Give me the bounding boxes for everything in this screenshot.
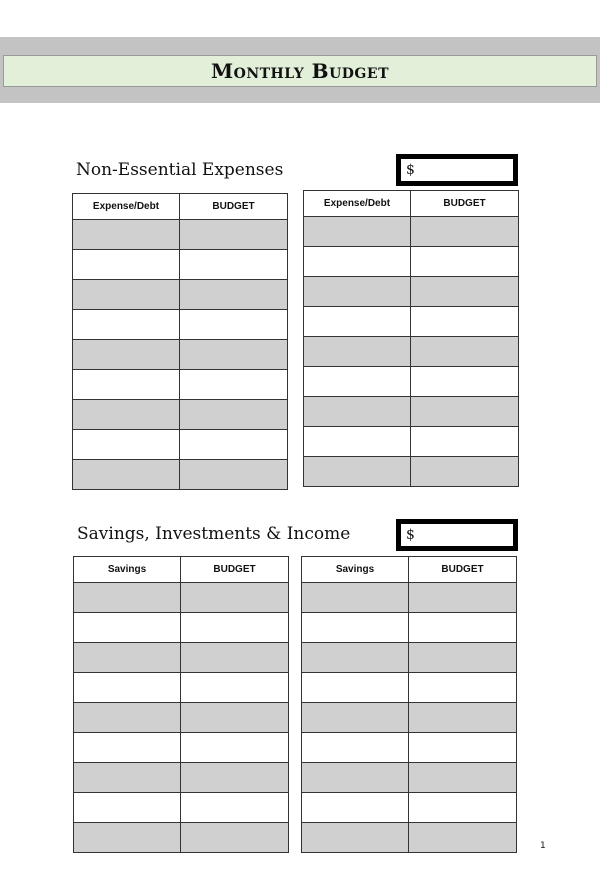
budget-cell[interactable] (409, 823, 517, 853)
table-row (73, 250, 288, 280)
budget-cell[interactable] (180, 400, 288, 430)
budget-cell[interactable] (411, 247, 519, 277)
table-row (304, 367, 519, 397)
item-cell[interactable] (302, 763, 409, 793)
table-row (302, 793, 517, 823)
page-title: Monthly Budget (211, 59, 389, 83)
item-cell[interactable] (302, 733, 409, 763)
table-row (302, 643, 517, 673)
item-cell[interactable] (304, 337, 411, 367)
table-row (73, 400, 288, 430)
section-title-savings: Savings, Investments & Income (77, 524, 351, 544)
table-row (74, 763, 289, 793)
table-row (73, 430, 288, 460)
item-cell[interactable] (74, 583, 181, 613)
item-cell[interactable] (73, 400, 180, 430)
header-band (0, 37, 600, 103)
budget-cell[interactable] (409, 643, 517, 673)
budget-cell[interactable] (411, 217, 519, 247)
expense-table-left (72, 193, 288, 490)
table-row (302, 733, 517, 763)
budget-cell[interactable] (181, 583, 289, 613)
column-header-savings: Savings (74, 557, 181, 583)
budget-cell[interactable] (409, 583, 517, 613)
budget-cell[interactable] (181, 793, 289, 823)
item-cell[interactable] (302, 793, 409, 823)
item-cell[interactable] (74, 613, 181, 643)
table-row (73, 340, 288, 370)
budget-cell[interactable] (181, 643, 289, 673)
savings-table-left (73, 556, 289, 853)
table-row (304, 457, 519, 487)
table-row (74, 643, 289, 673)
item-cell[interactable] (302, 703, 409, 733)
total-box-non-essential[interactable] (396, 154, 518, 186)
table-row (302, 583, 517, 613)
budget-cell[interactable] (409, 733, 517, 763)
budget-cell[interactable] (180, 430, 288, 460)
item-cell[interactable] (304, 247, 411, 277)
budget-cell[interactable] (411, 277, 519, 307)
currency-label: $ (406, 162, 415, 178)
item-cell[interactable] (74, 733, 181, 763)
budget-cell[interactable] (180, 250, 288, 280)
table-row (304, 277, 519, 307)
page-number: 1 (540, 841, 546, 851)
currency-label: $ (406, 527, 415, 543)
item-cell[interactable] (73, 280, 180, 310)
item-cell[interactable] (304, 367, 411, 397)
item-cell[interactable] (302, 643, 409, 673)
table-row (304, 337, 519, 367)
table-row (302, 703, 517, 733)
item-cell[interactable] (74, 763, 181, 793)
budget-cell[interactable] (180, 280, 288, 310)
table-row (74, 733, 289, 763)
column-header-budget: BUDGET (409, 557, 517, 583)
item-cell[interactable] (73, 250, 180, 280)
item-cell[interactable] (73, 460, 180, 490)
budget-cell[interactable] (409, 703, 517, 733)
column-header-budget: BUDGET (180, 194, 288, 220)
table-row (74, 673, 289, 703)
budget-cell[interactable] (181, 733, 289, 763)
column-header-budget: BUDGET (411, 191, 519, 217)
total-box-savings[interactable] (396, 519, 518, 551)
budget-cell[interactable] (409, 793, 517, 823)
item-cell[interactable] (302, 583, 409, 613)
column-header-budget: BUDGET (181, 557, 289, 583)
budget-cell[interactable] (180, 340, 288, 370)
table-row (304, 307, 519, 337)
column-header-expense: Expense/Debt (304, 191, 411, 217)
budget-cell[interactable] (180, 370, 288, 400)
item-cell[interactable] (302, 823, 409, 853)
table-row (304, 247, 519, 277)
item-cell[interactable] (304, 217, 411, 247)
table-row (73, 310, 288, 340)
budget-cell[interactable] (411, 427, 519, 457)
table-row (74, 583, 289, 613)
budget-cell[interactable] (411, 337, 519, 367)
item-cell[interactable] (73, 430, 180, 460)
budget-cell[interactable] (180, 460, 288, 490)
table-row (302, 613, 517, 643)
item-cell[interactable] (73, 340, 180, 370)
table-row (74, 823, 289, 853)
table-row (302, 763, 517, 793)
item-cell[interactable] (73, 370, 180, 400)
budget-cell[interactable] (181, 823, 289, 853)
budget-cell[interactable] (411, 367, 519, 397)
item-cell[interactable] (304, 427, 411, 457)
table-row (74, 703, 289, 733)
table-row (304, 217, 519, 247)
table-row (73, 220, 288, 250)
table-row (304, 427, 519, 457)
item-cell[interactable] (74, 823, 181, 853)
budget-cell[interactable] (181, 673, 289, 703)
table-row (302, 823, 517, 853)
table-row (304, 397, 519, 427)
section-title-non-essential: Non-Essential Expenses (76, 160, 284, 180)
budget-cell[interactable] (181, 763, 289, 793)
item-cell[interactable] (73, 220, 180, 250)
budget-cell[interactable] (180, 220, 288, 250)
budget-cell[interactable] (411, 457, 519, 487)
item-cell[interactable] (304, 307, 411, 337)
column-header-savings: Savings (302, 557, 409, 583)
budget-cell[interactable] (411, 307, 519, 337)
item-cell[interactable] (74, 793, 181, 823)
title-bar (3, 55, 597, 87)
table-row (73, 370, 288, 400)
budget-cell[interactable] (411, 397, 519, 427)
savings-table-right (301, 556, 517, 853)
table-row (74, 613, 289, 643)
item-cell[interactable] (304, 397, 411, 427)
budget-cell[interactable] (409, 763, 517, 793)
budget-cell[interactable] (409, 673, 517, 703)
column-header-expense: Expense/Debt (73, 194, 180, 220)
item-cell[interactable] (304, 457, 411, 487)
budget-cell[interactable] (181, 703, 289, 733)
budget-cell[interactable] (180, 310, 288, 340)
table-row (74, 793, 289, 823)
budget-cell[interactable] (409, 613, 517, 643)
budget-cell[interactable] (181, 613, 289, 643)
expense-table-right (303, 190, 519, 487)
item-cell[interactable] (74, 643, 181, 673)
item-cell[interactable] (74, 703, 181, 733)
table-row (73, 460, 288, 490)
item-cell[interactable] (302, 673, 409, 703)
table-row (302, 673, 517, 703)
item-cell[interactable] (304, 277, 411, 307)
item-cell[interactable] (302, 613, 409, 643)
item-cell[interactable] (74, 673, 181, 703)
item-cell[interactable] (73, 310, 180, 340)
table-row (73, 280, 288, 310)
